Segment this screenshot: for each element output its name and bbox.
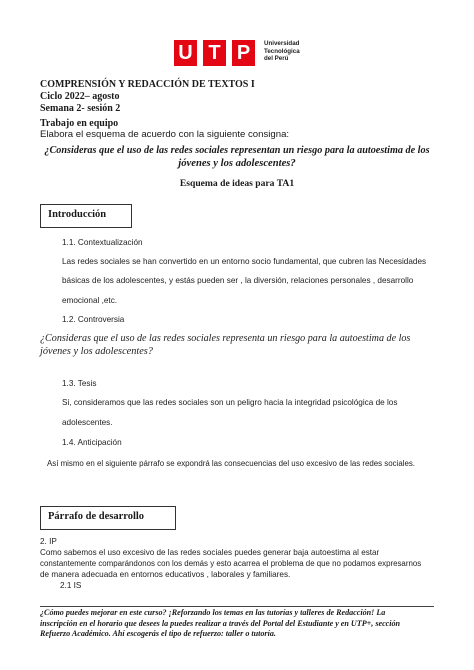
course-title: COMPRENSIÓN Y REDACCIÓN DE TEXTOS I [40,79,255,90]
ip-text: de manera adecuada en entornos educativos , laborales y familiares. [40,570,291,579]
footer-divider [40,606,434,607]
development-section-label: Párrafo de desarrollo [48,511,145,522]
contextualization-text: Las redes sociales se han convertido en un entorno socio fundamental, que cubren las Necesidades [62,257,427,266]
footer-note-line: ¿Cómo puedes mejorar en este curso? ¡Reforzando los temas en las tutorías y talleres de Redacción! La [40,608,386,617]
intro-section-label: Introducción [48,209,107,220]
guiding-question [40,145,434,170]
controversy-question: jóvenes y los adolescentes? [40,346,153,357]
week-label: Semana 2- sesión 2 [40,103,121,114]
thesis-text: adolescentes. [62,418,113,427]
is-label: 2.1 IS [60,581,82,590]
contextualization-heading: 1.1. Contextualización [62,238,143,247]
cycle-label: Ciclo 2022– agosto [40,91,120,102]
footer-note [40,608,434,640]
development-section-box [40,506,176,530]
utp-logo [174,40,310,66]
logo-letter-u: U [174,40,197,66]
task-instruction: Elabora el esquema de acuerdo con la siguiente consigna: [40,129,290,140]
logo-subtitle [264,40,324,63]
logo-subtitle-line: Universidad [264,40,300,47]
controversy-question: ¿Consideras que el uso de las redes sociales representa un riesgo para la autoestima de los [40,333,411,344]
controversy-heading: 1.2. Controversia [62,315,125,324]
guiding-question-line: jóvenes y los adolescentes? [178,157,296,169]
anticipation-heading: 1.4. Anticipación [62,438,122,447]
logo-letter-p: P [232,40,255,66]
anticipation-text: Así mismo en el siguiente párrafo se expondrá las consecuencias del uso excesivo de las redes sociales. [47,459,415,468]
ip-label: 2. IP [40,537,57,546]
contextualization-text: emocional ,etc. [62,296,118,305]
logo-subtitle-line: del Perú [264,55,289,63]
thesis-heading: 1.3. Tesis [62,379,97,388]
guiding-question-line: ¿Consideras que el uso de las redes sociales representan un riesgo para la autoestima de los [44,145,430,156]
logo-letter-t: T [203,40,226,66]
contextualization-text: básicas de los adolescentes, y estás pueden ser , la diversión, relaciones personales , desarrollo [62,276,414,285]
ip-text: constantemente comparándonos con los demás y esto acarrea el problema de que no podamos expresarnos [40,559,422,568]
logo-subtitle-line: Tecnológica [264,47,300,55]
task-title: Trabajo en equipo [40,118,119,129]
footer-note-line: Refuerzo Académico. Ahí escogerás el tipo de refuerzo: taller o tutoría. [40,629,276,638]
footer-note-line: inscripción en el horario que desees la puedes realizar a través del Portal del Estudiante y en UTP+, sección [40,618,401,628]
intro-section-box [40,204,132,228]
thesis-text: Si, consideramos que las redes sociales son un peligro hacia la integridad psicológica de los [62,398,398,407]
scheme-title: Esquema de ideas para TA1 [179,178,295,189]
ip-text: Como sabemos el uso excesivo de las redes sociales puedes generar baja autoestima al estar [40,548,380,557]
